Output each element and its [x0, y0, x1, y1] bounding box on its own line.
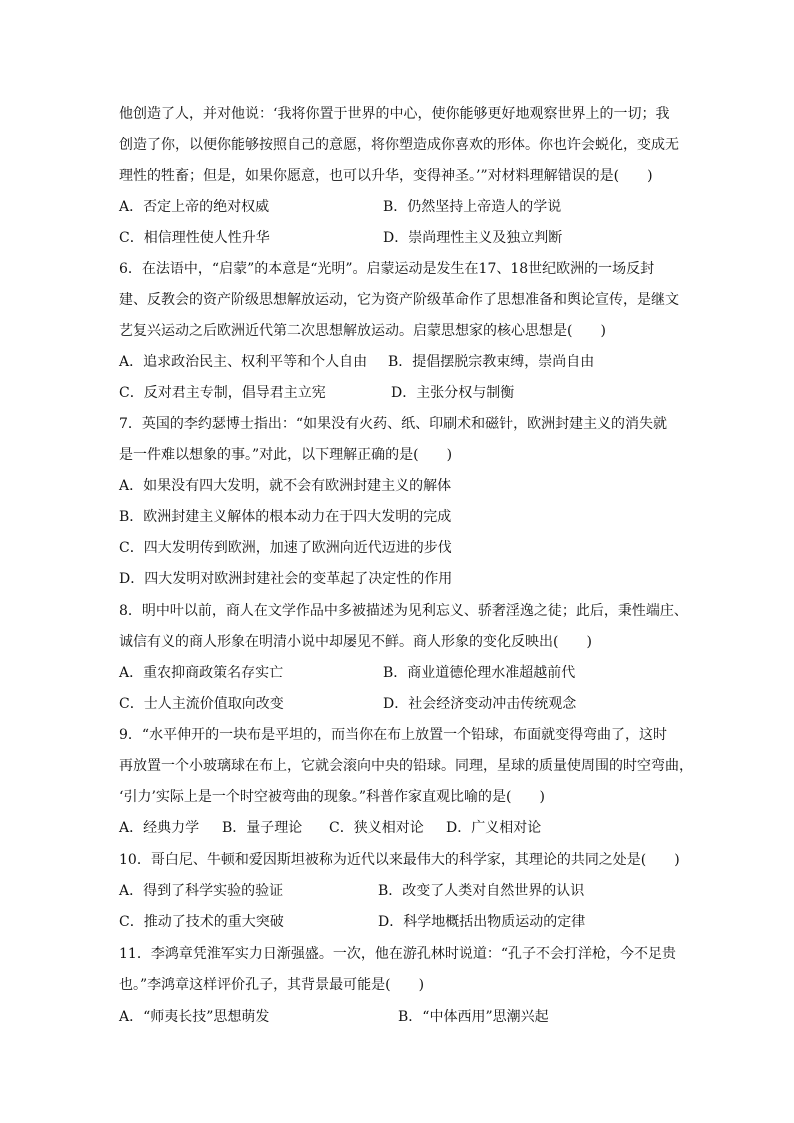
option-d: D．科学地概括出物质运动的定律 [378, 914, 586, 930]
question-text-line: 艺复兴运动之后欧洲近代第二次思想解放运动。启蒙思想家的核心思想是( ) [119, 323, 606, 339]
question-text-line: 再放置一个小玻璃球在布上，它就会滚向中央的铅球。同理，星球的质量使周围的时空弯曲， [119, 758, 693, 774]
option-d: D．崇尚理性主义及独立判断 [383, 230, 563, 246]
question-text-line: 他创造了人，并对他说：‘我将你置于世界的中心，使你能够更好地观察世界上的一切；我 [119, 106, 670, 122]
option-a: A．否定上帝的绝对权威 [119, 199, 270, 215]
question-9-text: 9．“水平伸开的一块布是平坦的，而当你在布上放置一个铅球，布面就变得弯曲了，这时 [119, 727, 668, 743]
question-text-line: ‘引力’实际上是一个时空被弯曲的现象。”科普作家直观比喻的是( ) [119, 789, 545, 805]
option-a: A．重农抑商政策名存实亡 [119, 665, 284, 681]
option-a: A．追求政治民主、权利平等和个人自由 [119, 354, 368, 370]
question-text-line: 理性的牲畜；但是，如果你愿意，也可以升华，变得神圣。’”对材料理解错误的是( ) [119, 168, 653, 184]
option-c: C．相信理性使人性升华 [119, 230, 270, 246]
option-c: C．反对君主专制，倡导君主立宪 [119, 385, 326, 401]
question-8-text: 8．明中叶以前，商人在文学作品中多被描述为见利忘义、骄奢淫逸之徒；此后，秉性端庄、 [119, 603, 688, 619]
option-d: D．社会经济变动冲击传统观念 [383, 696, 577, 712]
option-b: B．量子理论 [222, 820, 303, 836]
option-d: D．四大发明对欧洲封建社会的变革起了决定性的作用 [119, 571, 453, 587]
option-c: C．士人主流价值取向改变 [119, 696, 284, 712]
option-b: B．提倡摆脱宗教束缚，崇尚自由 [388, 354, 595, 370]
question-text-line: 建、反教会的资产阶级思想解放运动，它为资产阶级革命作了思想准备和舆论宣传，是继文 [119, 292, 679, 308]
question-text-line: 创造了你，以便你能够按照自己的意愿，将你塑造成你喜欢的形体。你也许会蜕化，变成无 [119, 137, 679, 153]
option-b: B．“中体西用”思潮兴起 [398, 1009, 549, 1025]
option-a: A．如果没有四大发明，就不会有欧洲封建主义的解体 [119, 478, 452, 494]
option-b: B．仍然坚持上帝造人的学说 [383, 199, 562, 215]
option-d: D．广义相对论 [446, 820, 542, 836]
option-d: D．主张分权与制衡 [391, 385, 515, 401]
option-c: C．四大发明传到欧洲，加速了欧洲向近代迈进的步伐 [119, 540, 452, 556]
option-a: A．经典力学 [119, 820, 200, 836]
option-b: B．商业道德伦理水准超越前代 [383, 665, 576, 681]
option-b: B．改变了人类对自然世界的认识 [378, 883, 585, 899]
option-c: C．狭义相对论 [329, 820, 424, 836]
question-10-text: 10．哥白尼、牛顿和爱因斯坦被称为近代以来最伟大的科学家，其理论的共同之处是( ) [119, 852, 680, 868]
question-text-line: 诚信有义的商人形象在明清小说中却屡见不鲜。商人形象的变化反映出( ) [119, 634, 592, 650]
question-6-text: 6．在法语中，“启蒙”的本意是“光明”。启蒙运动是发生在17、18世纪欧洲的一场反封 [119, 261, 655, 277]
question-7-text: 7．英国的李约瑟博士指出：“如果没有火药、纸、印刷术和磁针，欧洲封建主义的消失就 [119, 416, 668, 432]
question-text-line: 是一件难以想象的事。”对此，以下理解正确的是( ) [119, 447, 453, 463]
question-text-line: 也。”李鸿章这样评价孔子，其背景最可能是( ) [119, 977, 425, 993]
question-11-text: 11．李鸿章凭淮军实力日渐强盛。一次，他在游孔林时说道：“孔子不会打洋枪，今不足贵 [119, 946, 676, 962]
option-a: A．得到了科学实验的验证 [119, 883, 284, 899]
option-a: A．“师夷长技”思想萌发 [119, 1009, 270, 1025]
option-b: B．欧洲封建主义解体的根本动力在于四大发明的完成 [119, 509, 452, 525]
option-c: C．推动了技术的重大突破 [119, 914, 284, 930]
